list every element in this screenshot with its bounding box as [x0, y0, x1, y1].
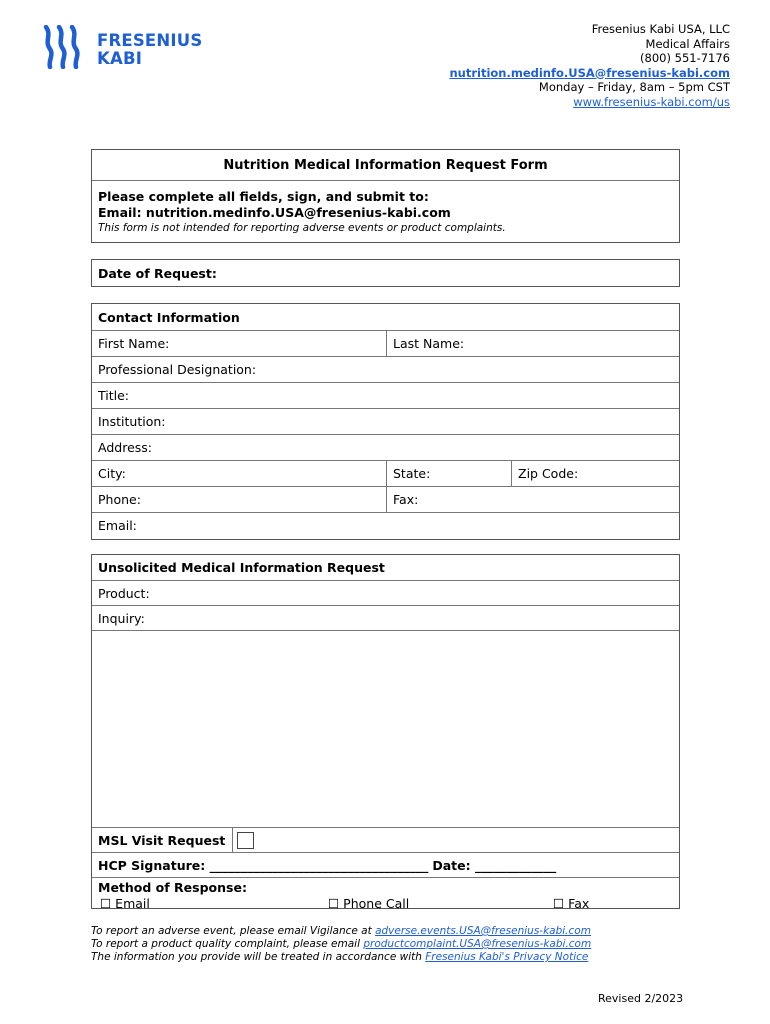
privacy-text: The information you provide will be treated in accordance with — [91, 951, 426, 963]
email-option-checkbox[interactable]: ☐ Email — [100, 896, 150, 911]
city-field[interactable]: City: — [98, 466, 126, 481]
zip-code-field[interactable]: Zip Code: — [511, 461, 679, 486]
fresenius-kabi-logo — [42, 25, 202, 71]
last-name-field[interactable]: Last Name: — [386, 331, 679, 356]
date-of-request-box — [91, 259, 680, 287]
department-name: Medical Affairs — [645, 36, 730, 51]
method-of-response — [92, 877, 679, 912]
msl-visit-checkbox-cell — [232, 828, 254, 852]
contact-information-section — [91, 303, 680, 540]
phone-field[interactable]: Phone: — [98, 492, 141, 507]
msl-visit-checkbox[interactable] — [237, 832, 254, 849]
phone-call-option-checkbox[interactable]: ☐ Phone Call — [328, 896, 410, 911]
adverse-event-email-link[interactable]: adverse.events.USA@fresenius-kabi.com — [375, 925, 591, 937]
privacy-notice-link[interactable]: Fresenius Kabi's Privacy Notice — [425, 951, 589, 963]
city-state-zip-row — [92, 460, 679, 486]
signature-date-field[interactable]: Date: _____________ — [432, 857, 557, 873]
instruction-line-2: Email: nutrition.medinfo.USA@fresenius-kabi.com — [98, 205, 451, 220]
instructions — [92, 180, 679, 242]
method-heading: Method of Response: — [98, 880, 247, 895]
email-field[interactable]: Email: — [92, 512, 679, 538]
professional-designation-field[interactable]: Professional Designation: — [92, 356, 679, 382]
revision-date: Revised 2/2023 — [598, 992, 684, 1005]
fresenius-logo-icon — [42, 25, 88, 69]
request-heading: Unsolicited Medical Information Request — [98, 560, 385, 575]
inquiry-label: Inquiry: — [92, 605, 679, 630]
msl-visit-row — [92, 827, 679, 852]
product-field[interactable]: Product: — [92, 580, 679, 605]
state-field[interactable]: State: — [386, 461, 511, 486]
form-title-box — [91, 149, 680, 243]
email-link[interactable]: nutrition.medinfo.USA@fresenius-kabi.com — [449, 65, 730, 80]
adverse-event-text: To report an adverse event, please email Vigilance at — [91, 925, 376, 937]
company-name: Fresenius Kabi USA, LLC — [591, 22, 730, 36]
phone-number: (800) 551-7176 — [640, 51, 730, 65]
method-options — [98, 895, 679, 911]
address-field[interactable]: Address: — [92, 434, 679, 460]
logo-wordmark — [97, 32, 202, 68]
name-row — [92, 330, 679, 356]
header-contact-block — [449, 22, 730, 109]
disclaimer-note: This form is not intended for reporting adverse events or product complaints. — [98, 222, 506, 234]
institution-field[interactable]: Institution: — [92, 408, 679, 434]
hours-text: Monday – Friday, 8am – 5pm CST — [538, 80, 730, 94]
form-title: Nutrition Medical Information Request Form — [223, 157, 548, 173]
footer-notes — [91, 925, 591, 964]
product-complaint-email-link[interactable]: productcomplaint.USA@fresenius-kabi.com — [363, 938, 592, 950]
title-field[interactable]: Title: — [92, 382, 679, 408]
product-complaint-note — [91, 938, 591, 951]
signature-row — [92, 852, 679, 877]
phone-fax-row — [92, 486, 679, 512]
instruction-line-1: Please complete all fields, sign, and submit to: — [98, 189, 429, 204]
logo-line-2: KABI — [97, 49, 143, 68]
first-name-field[interactable]: First Name: — [98, 336, 170, 351]
contact-info-heading: Contact Information — [98, 309, 240, 325]
adverse-event-note — [91, 925, 591, 938]
privacy-note — [91, 951, 591, 964]
fax-option-checkbox[interactable]: ☐ Fax — [553, 896, 590, 911]
website-link[interactable]: www.fresenius-kabi.com/us — [573, 94, 730, 109]
inquiry-text-area[interactable] — [92, 630, 679, 827]
fax-field[interactable]: Fax: — [386, 487, 679, 512]
msl-visit-label: MSL Visit Request — [98, 832, 226, 848]
date-of-request-field[interactable]: Date of Request: — [98, 265, 217, 281]
logo-line-1: FRESENIUS — [97, 31, 203, 50]
medical-information-request-section — [91, 554, 680, 909]
hcp-signature-field[interactable]: HCP Signature: ___________________________________ — [98, 857, 429, 873]
product-complaint-text: To report a product quality complaint, please email — [91, 938, 364, 950]
